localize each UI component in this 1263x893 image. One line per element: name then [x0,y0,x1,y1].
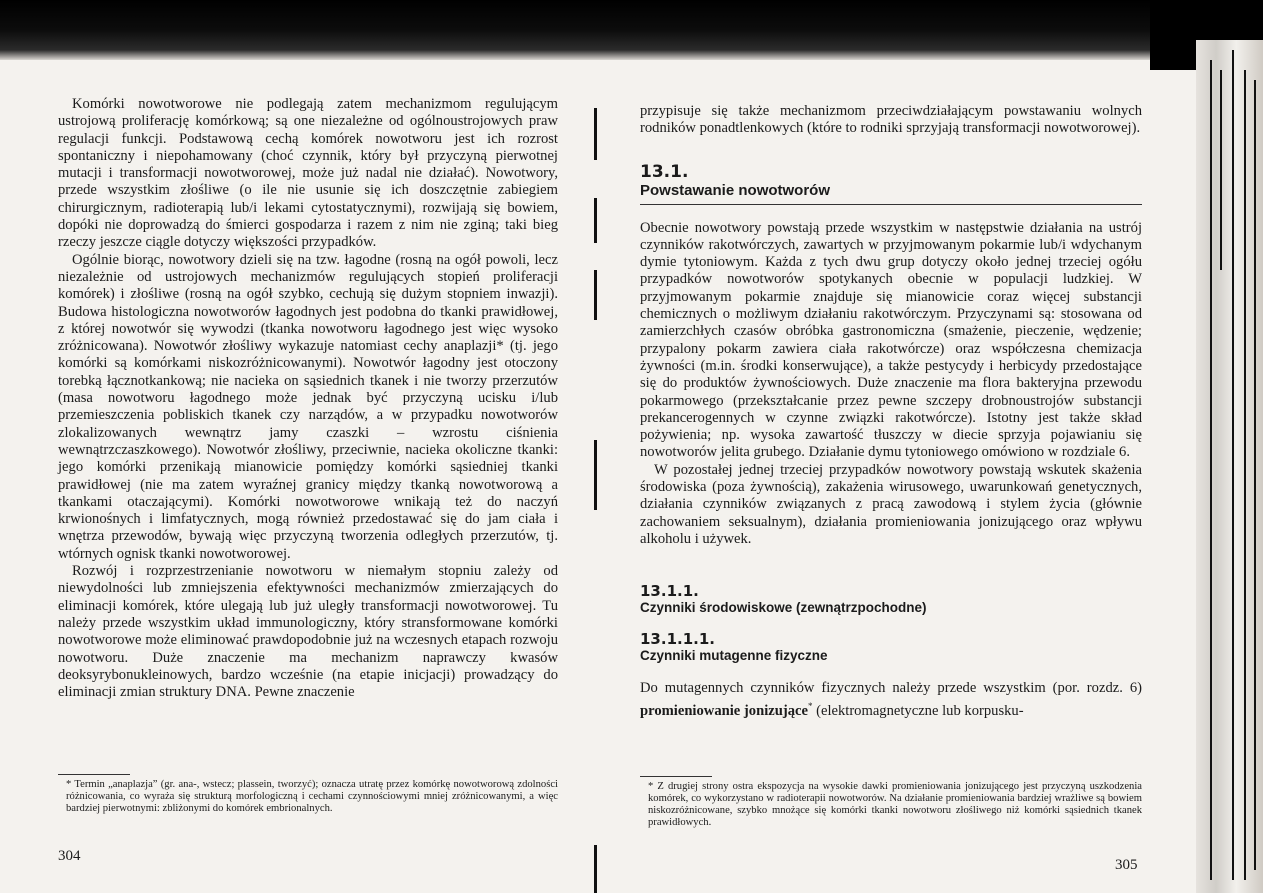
body-paragraph: Komórki nowotworowe nie podlegają zatem mechanizmom regulującym ustrojową proliferację komórkową; są one niezależne od ogólnoustrojowych praw regulacji funkcji. Podstawową cechą komórek nowotworu jest ich rozrost spontaniczny i niepohamowany (choć czynnik, który był przyczyną pierwotnej mutacji i transformacji nowotworowej, może już nadal nie działać). Nowotwory, przede wszystkim złośliwe (o ile nie usunie się ich doszczętnie zabiegiem chirurgicznym, radioterapią lub/i lekami cytostatycznymi), rozwijają się bowiem, dopóki nie doprowadzą do śmierci gospodarza i razem z nim nie zginą; taki bieg rzeczy jeszcze ciągle dotyczy większości przypadków. [58,96,558,251]
section-number: 13.1. [640,161,689,182]
spine-mark [594,440,597,510]
subsection-title: Czynniki środowiskowe (zewnątrzpochodne) [640,600,927,616]
body-paragraph [640,680,1142,719]
book-page-edges [1196,40,1263,893]
page-number: 304 [58,848,81,864]
body-paragraph: przypisuje się także mechanizmom przeciwdziałającym powstawaniu wolnych rodników ponadtlenkowych (które to rodniki sprzyjają transformacji nowotworowej). [640,103,1142,137]
footnote-marker: * [807,700,813,711]
left-footnote-block [58,774,558,815]
body-paragraph: Ogólnie biorąc, nowotwory dzieli się na tzw. łagodne (rosną na ogół powoli, lecz niezależnie od ustrojowych mechanizmów regulujących stopień proliferacji komórek) i złośliwe (rosną na ogół szybko, cechują się dużym stopniem inwazji). Budowa histologiczna nowotworów łagodnych jest podobna do tkanki prawidłowej, z której nowotwór się wywodzi (tkanka nowotworu łagodnego jest więc wysoko zróżnicowana). Nowotwór złośliwy wykazuje natomiast cechy anaplazji* (tj. jego komórki są komórkami niskozróżnicowanymi). Nowotwór łagodny jest otoczony torebką łącznotkankową; nie nacieka on sąsiednich tkanek i nie tworzy przerzutów (masa nowotworu łagodnego może jednak być przyczyną ucisku i/lub przemieszczenia pobliskich tkanek czy narządów, a w przypadku nowotworów zlokalizowanych wewnątrz jamy czaszki – wzrostu ciśnienia wewnątrzczaszkowego). Nowotwór złośliwy, przeciwnie, nacieka okoliczne tkanki: jego komórki przenikają mianowicie pomiędzy komórki sąsiedniej tkanki prawidłowej (nie ma zatem wyraźnej granicy między tkanką nowotworową a tkankami otaczającymi). Komórki nowotworowe wnikają też do naczyń krwionośnych i limfatycznych, mogą również przedostawać się do jam ciała i wnętrza przewodów, bywają więc przyczyną tworzenia odległych przerzutów, tj. wtórnych ognisk tkanki nowotworowej. [58,251,558,562]
page-number: 305 [1115,857,1138,873]
subsection-number: 13.1.1. [640,582,699,601]
body-paragraph: Obecnie nowotwory powstają przede wszystkim w następstwie działania na ustrój czynników rakotwórczych, zawartych w przyjmowanym pokarmie lub/i wdychanym dymie tytoniowym. Każda z tych dwu grup dotyczy około jednej trzeciej ogółu przypadków nowotworów spotykanych obecnie w populacji ludzkiej. W przyjmowanym pokarmie znajduje się mianowicie coraz więcej substancji chemicznych o możliwym działaniu rakotwórczym. Przyczynami są: stosowana od zamierzchłych czasów obróbka gastronomiczna (smażenie, pieczenie, wędzenie; przypalony pokarm zawiera ciała rakotwórcze) oraz współczesna chemizacja żywności (m.in. środki konserwujące), a także pestycydy i herbicydy przedostające się do produktów żywnościowych. Duże znaczenie ma flora bakteryjna przewodu pokarmowego (przekształcanie przez pewne szczepy drobnoustrojów substancji prekancerogennych w czynne związki rakotwórcze). Istotny jest także skład pożywienia; np. wysoka zawartość tłuszczy w diecie sprzyja pojawianiu się nowotworów jelita grubego. Działanie dymu tytoniowego omówiono w rozdziale 6. [640,219,1142,461]
spine-mark [594,108,597,160]
text-run: (elektromagnetyczne lub korpusku- [812,702,1024,719]
spine-mark [594,845,597,893]
section-title: Powstawanie nowotworów [640,181,831,199]
right-page [640,103,1142,720]
body-paragraph: W pozostałej jednej trzeciej przypadków nowotwory powstają wskutek skażenia środowiska (poza żywnością), zakażenia wirusowego, uwarunkowań genetycznych, działania czynników związanych z pracą zawodową i stylem życia (głównie zachowaniem seksualnym), działania promieniowania jonizującego oraz wpływu alkoholu i używek. [640,461,1142,547]
footnote-rule [640,776,712,777]
footnote: * Termin „anaplazja” (gr. ana-, wstecz; plassein, tworzyć); oznacza utratę przez komórkę nowotworową zdolności różnicowania, co wyraża się strukturą morfologiczną i cechami czynnościowymi mniej zróżnicowanymi, a więc bardziej pierwotnymi: zbliżonymi do komórek embrionalnych. [66,779,558,814]
spine-mark [594,198,597,243]
right-footnote-block [640,776,1142,829]
footnote-rule [58,774,130,775]
spine-mark [594,270,597,320]
footnote: * Z drugiej strony ostra ekspozycja na wysokie dawki promieniowania jonizującego jest przyczyną uszkodzenia komórek, co wykorzystano w radioterapii nowotworów. Na działanie promieniowania bardziej wrażliwe są bowiem niskozróżnicowane, szybko mnożące się komórki tkanki nowotworu złośliwego niż komórki sąsiednich tkanek prawidłowych. [648,781,1142,828]
section-rule [640,204,1142,205]
bold-term: promieniowanie jonizujące [640,702,808,719]
text-run: Do mutagennych czynników fizycznych należy przede wszystkim (por. rozdz. 6) [640,680,1142,697]
subsubsection-number: 13.1.1.1. [640,630,715,649]
left-page [58,96,558,701]
scan-top-shadow [0,0,1263,60]
body-paragraph: Rozwój i rozprzestrzenianie nowotworu w niemałym stopniu zależy od niewydolności lub zmniejszenia efektywności mechanizmów zmierzających do eliminacji komórek, które ulegają lub już uległy transformacji nowotworowej. Tu należy przede wszystkim układ immunologiczny, który stransformowane komórki nowotworowe może eliminować prawdopodobnie już na wczesnych etapach rozwoju nowotworu. Duże znaczenie ma mechanizm naprawczy kwasów deoksyrybonukleinowych, bardzo wcześnie (na etapie inicjacji) prowadzący do eliminacji zmian struktury DNA. Pewne znaczenie [58,563,558,701]
subsubsection-title: Czynniki mutagenne fizyczne [640,648,828,664]
